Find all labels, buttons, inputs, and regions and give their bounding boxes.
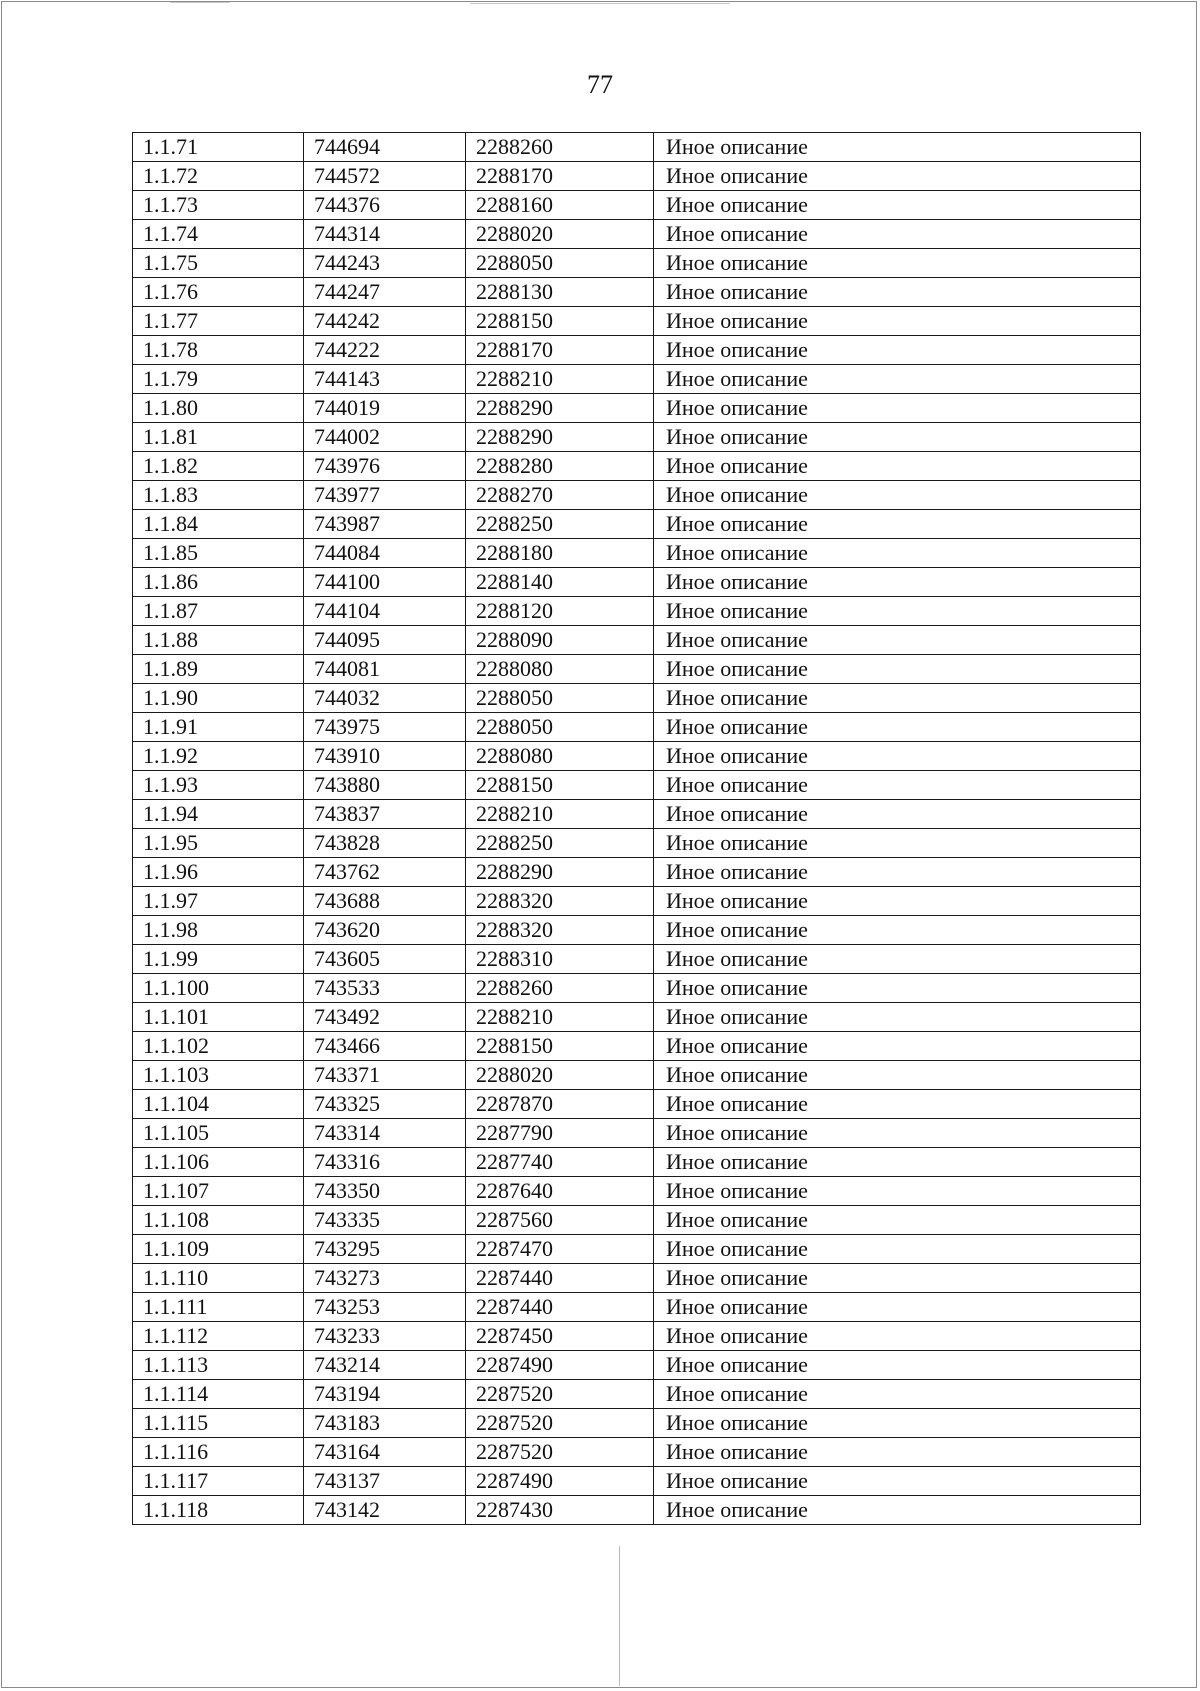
coord-y-cell: 2287490 [466,1467,654,1496]
coord-x-cell: 744143 [304,365,466,394]
coord-y-cell: 2288310 [466,945,654,974]
coord-y-cell: 2287490 [466,1351,654,1380]
coord-y-cell: 2288150 [466,771,654,800]
description-cell: Иное описание [654,568,1141,597]
coord-y-cell: 2288290 [466,858,654,887]
coord-x-cell: 743688 [304,887,466,916]
coord-y-cell: 2287470 [466,1235,654,1264]
table-row [133,655,1141,684]
row-number-cell: 1.1.101 [133,1003,304,1032]
table-row [133,684,1141,713]
coord-y-cell: 2288080 [466,655,654,684]
row-number-cell: 1.1.118 [133,1496,304,1525]
table-row [133,568,1141,597]
coord-x-cell: 744247 [304,278,466,307]
coord-x-cell: 743142 [304,1496,466,1525]
coord-x-cell: 743975 [304,713,466,742]
coord-y-cell: 2288020 [466,220,654,249]
coord-y-cell: 2287790 [466,1119,654,1148]
description-cell: Иное описание [654,133,1141,162]
row-number-cell: 1.1.73 [133,191,304,220]
description-cell: Иное описание [654,1264,1141,1293]
scan-artifact-line [619,1546,620,1686]
table-row [133,974,1141,1003]
table-row [133,278,1141,307]
description-cell: Иное описание [654,249,1141,278]
description-cell: Иное описание [654,1293,1141,1322]
description-cell: Иное описание [654,452,1141,481]
coord-x-cell: 743137 [304,1467,466,1496]
coord-x-cell: 743194 [304,1380,466,1409]
coord-x-cell: 743977 [304,481,466,510]
coord-x-cell: 744002 [304,423,466,452]
table-row [133,887,1141,916]
description-cell: Иное описание [654,742,1141,771]
description-cell: Иное описание [654,713,1141,742]
description-cell: Иное описание [654,278,1141,307]
row-number-cell: 1.1.76 [133,278,304,307]
table-row [133,771,1141,800]
coord-y-cell: 2288130 [466,278,654,307]
table-row [133,742,1141,771]
coord-y-cell: 2288120 [466,597,654,626]
row-number-cell: 1.1.96 [133,858,304,887]
table-row [133,510,1141,539]
row-number-cell: 1.1.86 [133,568,304,597]
table-row [133,1322,1141,1351]
row-number-cell: 1.1.99 [133,945,304,974]
row-number-cell: 1.1.78 [133,336,304,365]
description-cell: Иное описание [654,858,1141,887]
coord-y-cell: 2287870 [466,1090,654,1119]
coord-x-cell: 743880 [304,771,466,800]
table-row [133,1467,1141,1496]
row-number-cell: 1.1.116 [133,1438,304,1467]
row-number-cell: 1.1.88 [133,626,304,655]
table-row [133,1293,1141,1322]
coord-y-cell: 2288250 [466,510,654,539]
coord-x-cell: 743325 [304,1090,466,1119]
coord-y-cell: 2288150 [466,1032,654,1061]
coord-y-cell: 2288020 [466,1061,654,1090]
table-row [133,423,1141,452]
coord-x-cell: 744095 [304,626,466,655]
table-row [133,858,1141,887]
table-row [133,481,1141,510]
table-row [133,1409,1141,1438]
coord-y-cell: 2287520 [466,1438,654,1467]
row-number-cell: 1.1.84 [133,510,304,539]
table-row [133,597,1141,626]
row-number-cell: 1.1.105 [133,1119,304,1148]
description-cell: Иное описание [654,481,1141,510]
table-row [133,800,1141,829]
table-row [133,713,1141,742]
row-number-cell: 1.1.91 [133,713,304,742]
coord-y-cell: 2288320 [466,887,654,916]
coord-x-cell: 743350 [304,1177,466,1206]
table-row [133,220,1141,249]
coord-x-cell: 743605 [304,945,466,974]
description-cell: Иное описание [654,655,1141,684]
table-row [133,1061,1141,1090]
coord-x-cell: 744694 [304,133,466,162]
description-cell: Иное описание [654,1032,1141,1061]
coord-x-cell: 743828 [304,829,466,858]
description-cell: Иное описание [654,1148,1141,1177]
row-number-cell: 1.1.102 [133,1032,304,1061]
description-cell: Иное описание [654,1177,1141,1206]
table-row [133,336,1141,365]
table-row [133,1090,1141,1119]
coord-y-cell: 2288080 [466,742,654,771]
page-number: 77 [587,70,613,99]
coord-x-cell: 743762 [304,858,466,887]
coord-y-cell: 2287520 [466,1380,654,1409]
row-number-cell: 1.1.90 [133,684,304,713]
table-row [133,539,1141,568]
coord-y-cell: 2288050 [466,249,654,278]
description-cell: Иное описание [654,1090,1141,1119]
row-number-cell: 1.1.97 [133,887,304,916]
coord-y-cell: 2288290 [466,394,654,423]
description-cell: Иное описание [654,1235,1141,1264]
description-cell: Иное описание [654,597,1141,626]
row-number-cell: 1.1.107 [133,1177,304,1206]
coord-x-cell: 743620 [304,916,466,945]
coord-x-cell: 743273 [304,1264,466,1293]
coord-x-cell: 743233 [304,1322,466,1351]
coord-x-cell: 744081 [304,655,466,684]
row-number-cell: 1.1.74 [133,220,304,249]
row-number-cell: 1.1.113 [133,1351,304,1380]
description-cell: Иное описание [654,1119,1141,1148]
row-number-cell: 1.1.110 [133,1264,304,1293]
description-cell: Иное описание [654,510,1141,539]
coord-y-cell: 2287560 [466,1206,654,1235]
coord-y-cell: 2288290 [466,423,654,452]
description-cell: Иное описание [654,365,1141,394]
row-number-cell: 1.1.89 [133,655,304,684]
coord-y-cell: 2288170 [466,336,654,365]
row-number-cell: 1.1.100 [133,974,304,1003]
description-cell: Иное описание [654,1409,1141,1438]
description-cell: Иное описание [654,1061,1141,1090]
coord-x-cell: 743164 [304,1438,466,1467]
table-row [133,133,1141,162]
coord-y-cell: 2287440 [466,1293,654,1322]
description-cell: Иное описание [654,1380,1141,1409]
coord-y-cell: 2288210 [466,365,654,394]
table-row [133,626,1141,655]
row-number-cell: 1.1.85 [133,539,304,568]
coord-x-cell: 744100 [304,568,466,597]
table-row [133,1206,1141,1235]
table-row [133,365,1141,394]
description-cell: Иное описание [654,423,1141,452]
coord-y-cell: 2287440 [466,1264,654,1293]
coord-y-cell: 2288140 [466,568,654,597]
row-number-cell: 1.1.80 [133,394,304,423]
table-row [133,1032,1141,1061]
coord-x-cell: 743533 [304,974,466,1003]
coord-y-cell: 2287640 [466,1177,654,1206]
description-cell: Иное описание [654,1496,1141,1525]
description-cell: Иное описание [654,800,1141,829]
coord-y-cell: 2287740 [466,1148,654,1177]
description-cell: Иное описание [654,829,1141,858]
row-number-cell: 1.1.117 [133,1467,304,1496]
description-cell: Иное описание [654,220,1141,249]
row-number-cell: 1.1.111 [133,1293,304,1322]
table-row [133,1264,1141,1293]
description-cell: Иное описание [654,974,1141,1003]
table-row [133,916,1141,945]
coord-x-cell: 743837 [304,800,466,829]
description-cell: Иное описание [654,307,1141,336]
table-row [133,1177,1141,1206]
table-row [133,452,1141,481]
coord-x-cell: 743295 [304,1235,466,1264]
description-cell: Иное описание [654,1351,1141,1380]
row-number-cell: 1.1.92 [133,742,304,771]
row-number-cell: 1.1.79 [133,365,304,394]
description-cell: Иное описание [654,539,1141,568]
table-row [133,945,1141,974]
coord-y-cell: 2287430 [466,1496,654,1525]
row-number-cell: 1.1.83 [133,481,304,510]
table-row [133,307,1141,336]
coord-y-cell: 2288150 [466,307,654,336]
coord-x-cell: 743214 [304,1351,466,1380]
description-cell: Иное описание [654,1467,1141,1496]
description-cell: Иное описание [654,626,1141,655]
coord-y-cell: 2288320 [466,916,654,945]
description-cell: Иное описание [654,887,1141,916]
coord-y-cell: 2288210 [466,800,654,829]
coord-x-cell: 743466 [304,1032,466,1061]
row-number-cell: 1.1.109 [133,1235,304,1264]
coord-x-cell: 743253 [304,1293,466,1322]
table-row [133,1119,1141,1148]
description-cell: Иное описание [654,1322,1141,1351]
table-body [133,133,1141,1525]
coord-x-cell: 744104 [304,597,466,626]
row-number-cell: 1.1.72 [133,162,304,191]
coord-y-cell: 2287450 [466,1322,654,1351]
row-number-cell: 1.1.93 [133,771,304,800]
table-row [133,249,1141,278]
table-row [133,1003,1141,1032]
row-number-cell: 1.1.81 [133,423,304,452]
row-number-cell: 1.1.71 [133,133,304,162]
table-row [133,162,1141,191]
table-row [133,394,1141,423]
scan-artifact-speck [470,3,730,4]
description-cell: Иное описание [654,162,1141,191]
coord-x-cell: 743183 [304,1409,466,1438]
row-number-cell: 1.1.98 [133,916,304,945]
coord-x-cell: 744019 [304,394,466,423]
coord-x-cell: 744314 [304,220,466,249]
coord-x-cell: 743492 [304,1003,466,1032]
description-cell: Иное описание [654,1003,1141,1032]
coord-x-cell: 743371 [304,1061,466,1090]
row-number-cell: 1.1.95 [133,829,304,858]
table-row [133,1148,1141,1177]
description-cell: Иное описание [654,916,1141,945]
coord-x-cell: 744376 [304,191,466,220]
coordinates-table [132,132,1141,1525]
coord-x-cell: 743910 [304,742,466,771]
description-cell: Иное описание [654,191,1141,220]
coord-y-cell: 2288170 [466,162,654,191]
row-number-cell: 1.1.94 [133,800,304,829]
table-row [133,1380,1141,1409]
coord-y-cell: 2288180 [466,539,654,568]
row-number-cell: 1.1.108 [133,1206,304,1235]
description-cell: Иное описание [654,771,1141,800]
coord-y-cell: 2288260 [466,133,654,162]
row-number-cell: 1.1.75 [133,249,304,278]
coord-x-cell: 743316 [304,1148,466,1177]
coord-x-cell: 744222 [304,336,466,365]
coord-x-cell: 744242 [304,307,466,336]
table-row [133,191,1141,220]
coord-x-cell: 743987 [304,510,466,539]
table-row [133,829,1141,858]
coord-x-cell: 744572 [304,162,466,191]
description-cell: Иное описание [654,336,1141,365]
row-number-cell: 1.1.87 [133,597,304,626]
description-cell: Иное описание [654,394,1141,423]
row-number-cell: 1.1.114 [133,1380,304,1409]
table-row [133,1496,1141,1525]
description-cell: Иное описание [654,1438,1141,1467]
coord-y-cell: 2288260 [466,974,654,1003]
table-row [133,1235,1141,1264]
row-number-cell: 1.1.82 [133,452,304,481]
coord-x-cell: 744243 [304,249,466,278]
coord-y-cell: 2288160 [466,191,654,220]
scan-artifact-speck [170,2,230,3]
table-row [133,1351,1141,1380]
row-number-cell: 1.1.115 [133,1409,304,1438]
coord-y-cell: 2288050 [466,713,654,742]
description-cell: Иное описание [654,945,1141,974]
row-number-cell: 1.1.106 [133,1148,304,1177]
row-number-cell: 1.1.112 [133,1322,304,1351]
coord-y-cell: 2288270 [466,481,654,510]
row-number-cell: 1.1.104 [133,1090,304,1119]
coord-x-cell: 743335 [304,1206,466,1235]
coord-x-cell: 744032 [304,684,466,713]
description-cell: Иное описание [654,684,1141,713]
table-row [133,1438,1141,1467]
row-number-cell: 1.1.103 [133,1061,304,1090]
coord-y-cell: 2288050 [466,684,654,713]
coord-x-cell: 743314 [304,1119,466,1148]
coord-y-cell: 2288090 [466,626,654,655]
coord-y-cell: 2288280 [466,452,654,481]
coord-x-cell: 744084 [304,539,466,568]
row-number-cell: 1.1.77 [133,307,304,336]
coord-y-cell: 2288210 [466,1003,654,1032]
coord-y-cell: 2287520 [466,1409,654,1438]
coord-y-cell: 2288250 [466,829,654,858]
description-cell: Иное описание [654,1206,1141,1235]
coord-x-cell: 743976 [304,452,466,481]
